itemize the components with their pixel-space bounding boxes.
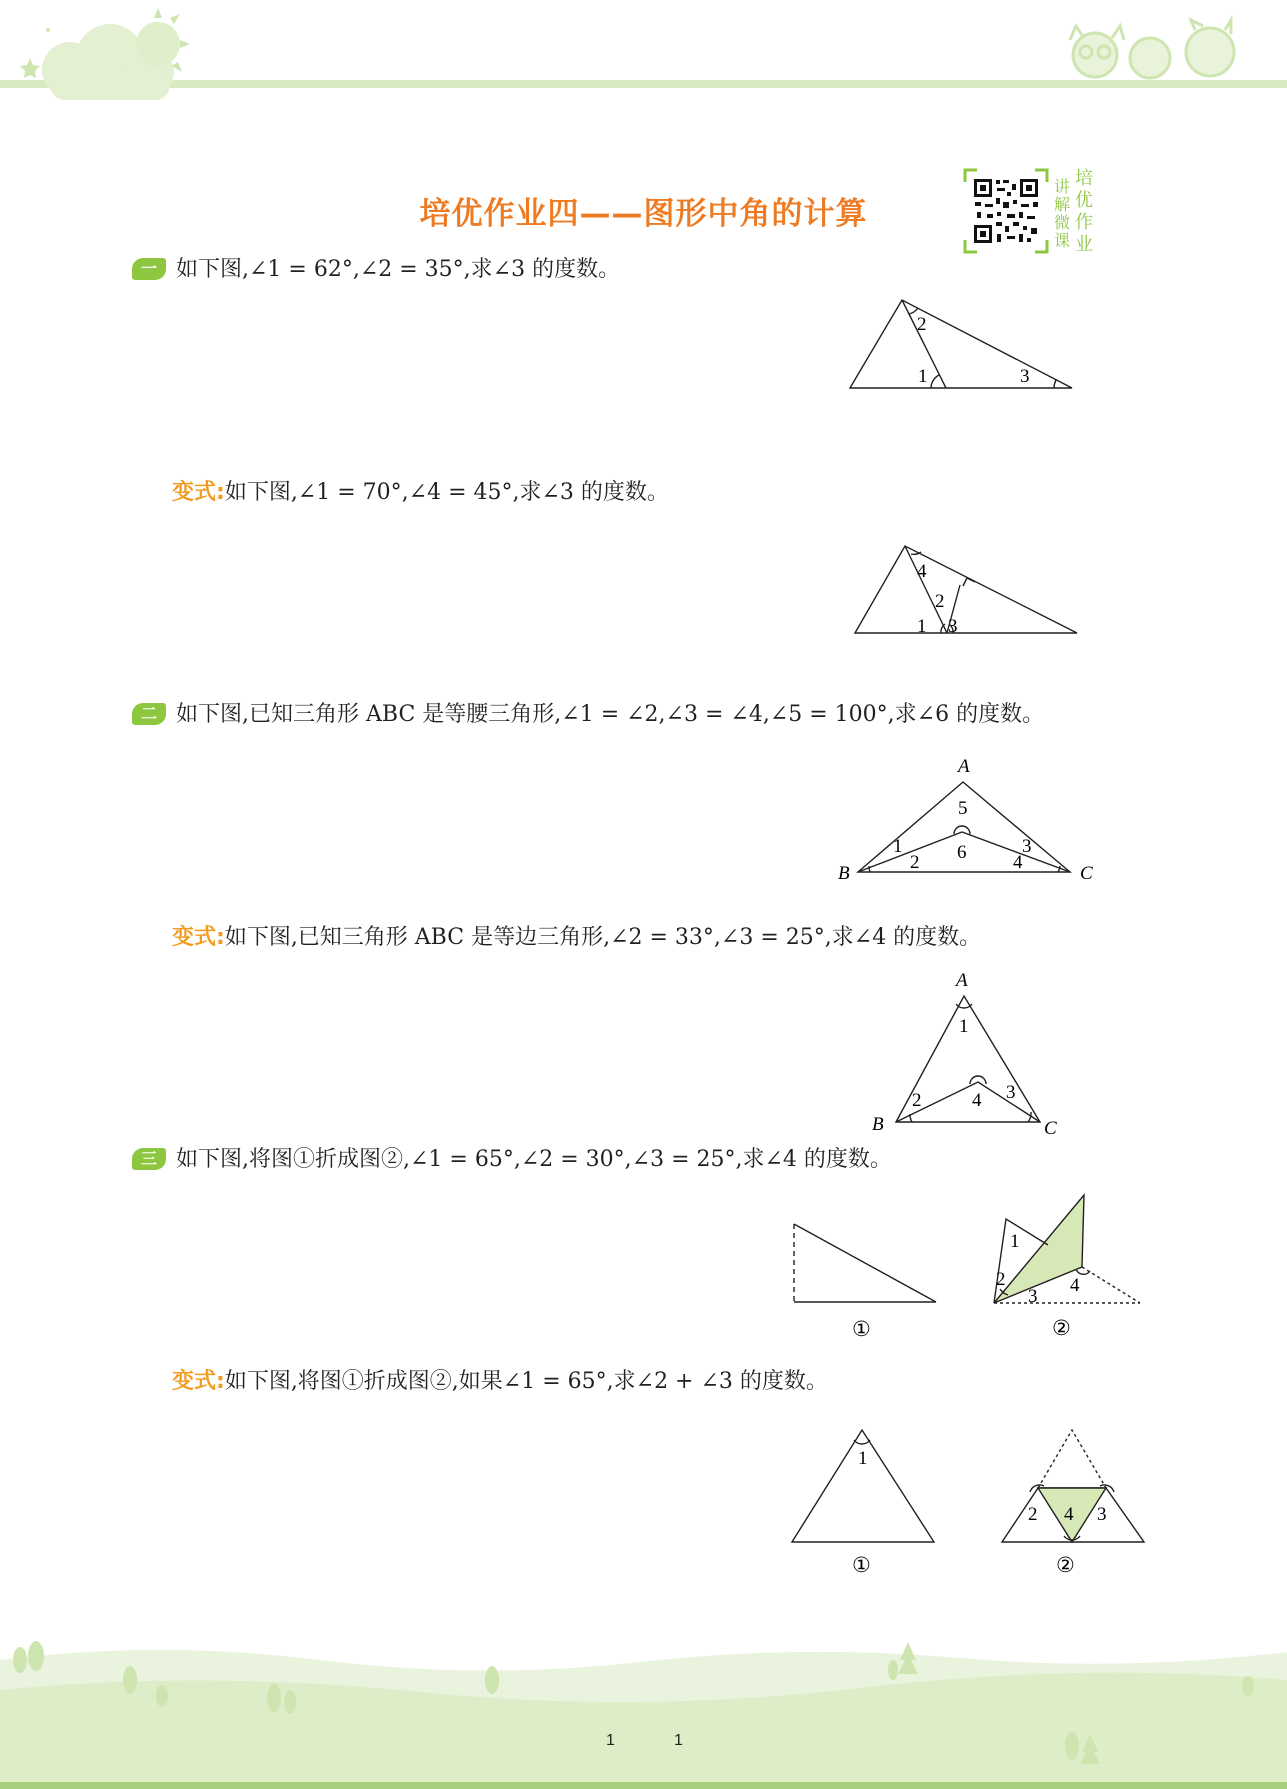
variant-label: 变式: (172, 480, 225, 505)
qr-label-left: 讲解微课 (1053, 177, 1070, 250)
question-text: 如下图,∠1 = 62°,∠2 = 35°,求∠3 的度数。 (176, 257, 621, 282)
qr-label-right: 培优作业 (1075, 168, 1093, 255)
question-text: 如下图,将图①折成图②,∠1 = 65°,∠2 = 30°,∠3 = 25°,求∠4 的度数。 (176, 1147, 892, 1172)
figure-caption: ② (1056, 1553, 1075, 1577)
figure-q3-original (780, 1210, 950, 1345)
variant-text: 如下图,将图①折成图②,如果∠1 = 65°,求∠2 + ∠3 的度数。 (224, 1369, 828, 1394)
variant-label: 变式: (172, 925, 225, 950)
figure-label: 4 (1070, 1275, 1080, 1296)
figure-label: 3 (1006, 1082, 1016, 1103)
question-2 (132, 700, 1044, 730)
qr-code-block[interactable] (963, 168, 1103, 258)
figure-label: 2 (910, 852, 920, 873)
figure-label: 5 (958, 798, 968, 819)
figure-label: 1 (917, 616, 927, 637)
figure-label: 1 (918, 366, 928, 387)
figure-label: 3 (1028, 1286, 1038, 1307)
question-1 (132, 255, 620, 285)
figure-label: 4 (972, 1090, 982, 1111)
figure-caption: ② (1052, 1316, 1071, 1340)
question-text: 如下图,已知三角形 ABC 是等腰三角形,∠1 = ∠2,∠3 = ∠4,∠5 = 100°,求∠6 的度数。 (176, 702, 1045, 727)
figure-q2-variant (860, 970, 1070, 1140)
figure-q1-variant (845, 540, 1085, 640)
figure-label: 3 (1097, 1504, 1107, 1525)
figure-label: 1 (858, 1448, 868, 1469)
vertex-label: B (872, 1114, 884, 1135)
figure-label: 2 (912, 1090, 922, 1111)
figure-q3-variant-original (780, 1420, 950, 1580)
vertex-label: A (956, 970, 968, 991)
figure-label: 2 (935, 591, 945, 612)
question-badge: 二 (132, 703, 166, 725)
figure-label: 1 (893, 836, 903, 857)
figure-q3-folded (980, 1185, 1150, 1345)
figure-label: 3 (1020, 366, 1030, 387)
figure-label: 2 (996, 1269, 1006, 1290)
vertex-label: C (1044, 1118, 1057, 1139)
question-3 (132, 1145, 892, 1175)
figure-label: 4 (1064, 1504, 1074, 1525)
footer-landscape (0, 1630, 1287, 1789)
figure-label: 3 (948, 616, 958, 637)
figure-label: 4 (1013, 852, 1023, 873)
vertex-label: B (838, 863, 850, 884)
page-number-left: 1 (606, 1732, 615, 1749)
variant-text: 如下图,∠1 = 70°,∠4 = 45°,求∠3 的度数。 (224, 480, 669, 505)
question-badge: 一 (132, 258, 166, 280)
figure-label: 2 (917, 314, 927, 335)
variant-1 (172, 478, 669, 508)
page-title: 培优作业四——图形中角的计算 (419, 196, 868, 232)
variant-label: 变式: (172, 1369, 225, 1394)
figure-caption: ① (852, 1317, 871, 1341)
figure-q1 (840, 290, 1080, 400)
figure-label: 2 (1028, 1504, 1038, 1525)
figure-label: 4 (917, 561, 927, 582)
header-decoration (0, 0, 1287, 120)
variant-3 (172, 1367, 828, 1397)
vertex-label: C (1080, 863, 1093, 884)
qr-code-icon (963, 168, 1049, 254)
figure-label: 1 (1010, 1231, 1020, 1252)
figure-label: 6 (957, 842, 967, 863)
page-number-right: 1 (674, 1732, 683, 1749)
question-badge: 三 (132, 1148, 166, 1170)
figure-label: 1 (959, 1016, 969, 1037)
figure-q3-variant-folded (990, 1420, 1160, 1580)
animal-cartoons (1070, 20, 1234, 78)
figure-q2 (830, 752, 1100, 887)
variant-text: 如下图,已知三角形 ABC 是等边三角形,∠2 = 33°,∠3 = 25°,求∠4 的度数。 (224, 925, 982, 950)
figure-caption: ① (852, 1553, 871, 1577)
figure-label: 3 (1022, 836, 1032, 857)
vertex-label: A (958, 756, 970, 777)
variant-2 (172, 923, 981, 953)
